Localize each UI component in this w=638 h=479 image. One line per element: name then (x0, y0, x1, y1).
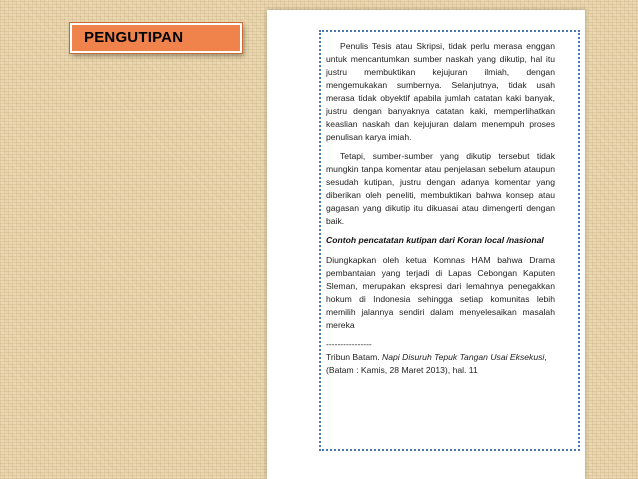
example-caption: Contoh pencatatan kutipan dari Koran local /nasional (326, 235, 544, 245)
source-details: , (Batam : Kamis, 28 Maret 2013), hal. 11 (326, 352, 547, 375)
paragraph-citation-honesty: Penulis Tesis atau Skripsi, tidak perlu merasa enggan untuk mencantumkan sumber naskah yang dikutip, hal itu justru membuktikan kejujuran ilmiah, dengan mengemukakan sumbernya. Selanjutnya, tidak usah merasa tidak obyektif apabila jumlah catatan kaki banyak, justru dengan banyaknya catatan kaki, memperlihatkan keaslian naskah dan kejujuran dalam menempuh proses penulisan karya imiah. (326, 41, 555, 142)
source-citation (326, 351, 555, 377)
source-title: Napi Disuruh Tepuk Tangan Usai Eksekusi (382, 352, 545, 362)
section-title-box (70, 23, 242, 53)
separator-line: ---------------- (326, 339, 372, 349)
source-publisher: Tribun Batam. (326, 352, 383, 362)
quoted-text: Diungkapkan oleh ketua Komnas HAM bahwa Drama pembantaian yang terjadi di Lapas Cebongan Kaputen Sleman, merupakan ekspresi dari lemahnya penegakkan hokum di Indonesia sehingga setiap komunitas lebih memilih jalannya sendiri dalam menyelesaikan masalah mereka (326, 255, 555, 330)
document-page (267, 10, 585, 479)
section-title: PENGUTIPAN (84, 29, 184, 46)
document-body (326, 40, 555, 377)
paragraph-commentary: Tetapi, sumber-sumber yang dikutip tersebut tidak mungkin tanpa komentar atau penjelasan sebelum ataupun sesudah kutipan, justru dengan adanya komentar yang diberikan oleh peneliti, membuktikan bahwa konsep atau gagasan yang dikutip itu dikuasai atau dimengerti dengan baik. (326, 151, 555, 226)
